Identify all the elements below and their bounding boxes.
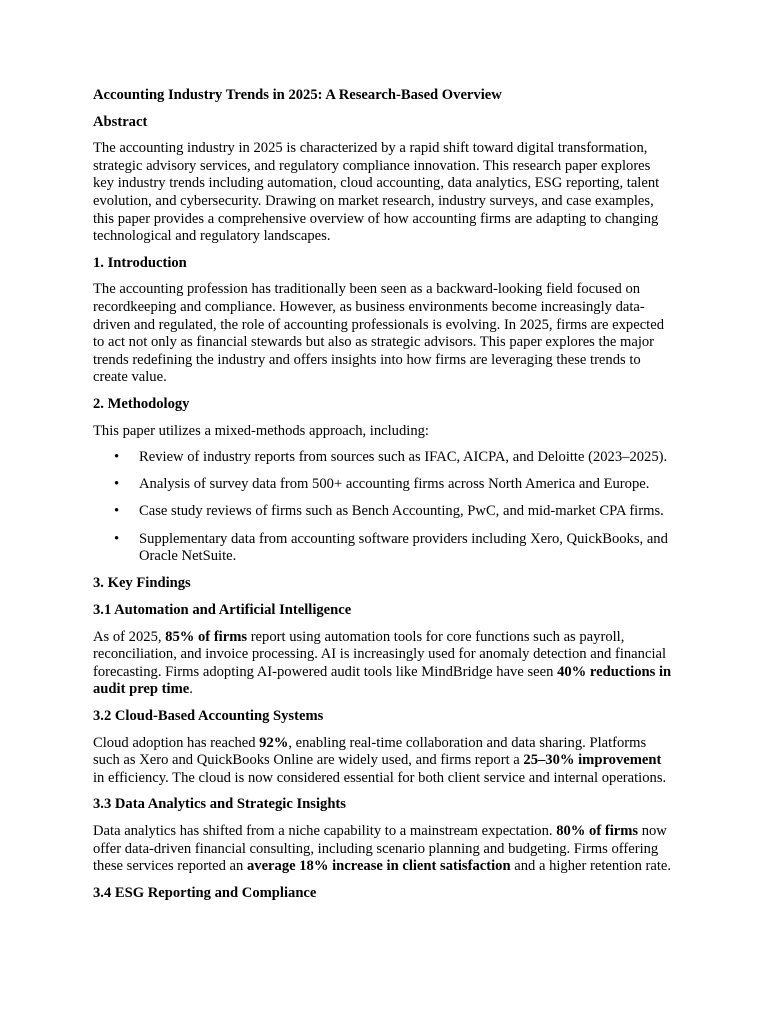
list-item-text: Supplementary data from accounting software providers including Xero, QuickBooks, and Oracle NetSuite. <box>139 530 668 565</box>
text-run: now offer data-driven financial consulting, including scenario planning and budgeting. Firms offering these services reported an <box>93 822 667 875</box>
abstract-heading: Abstract <box>93 113 148 130</box>
text-run: and a higher retention rate. <box>510 858 672 875</box>
text-run: , enabling real-time collaboration and data sharing. Platforms such as Xero and QuickBooks Online are widely used, and firms report a <box>93 734 647 769</box>
text-run: As of 2025, <box>93 628 166 645</box>
text-run: Data analytics has shifted from a niche capability to a mainstream expectation. <box>93 822 557 839</box>
list-item-text: Review of industry reports from sources such as IFAC, AICPA, and Deloitte (2023–2025). <box>139 449 668 466</box>
text-run: . <box>189 681 193 698</box>
key-findings-heading: 3. Key Findings <box>93 575 191 592</box>
analytics-paragraph <box>93 823 673 876</box>
emphasis-stat: 85% of firms <box>165 628 248 645</box>
emphasis-stat: 25–30% improvement <box>523 752 662 769</box>
methodology-heading: 2. Methodology <box>93 395 190 412</box>
emphasis-stat: 40% reductions in audit prep time <box>93 663 672 698</box>
cloud-heading: 3.2 Cloud-Based Accounting Systems <box>93 708 324 724</box>
bullet: • <box>114 449 120 466</box>
methodology-intro: This paper utilizes a mixed-methods approach, including: <box>93 422 429 439</box>
list-item <box>93 503 673 521</box>
automation-heading: 3.1 Automation and Artificial Intelligence <box>93 602 352 619</box>
text-run: in efficiency. The cloud is now considered essential for both client service and internal operations. <box>93 769 667 786</box>
bullet: • <box>114 476 120 493</box>
introduction-paragraph: The accounting profession has traditionally been seen as a backward-looking field focused on recordkeeping and compliance. However, as business environments become increasingly data-driven and regulated, the role of accounting professionals is evolving. In 2025, firms are expected to act not only as financial stewards but also as strategic advisors. This paper explores the major trends redefining the industry and offers insights into how firms are leveraging these trends to create value. <box>93 281 665 386</box>
analytics-heading: 3.3 Data Analytics and Strategic Insights <box>93 796 346 813</box>
list-item <box>93 476 673 494</box>
list-item <box>93 531 673 566</box>
text-run: Cloud adoption has reached <box>93 734 260 751</box>
list-item-text: Case study reviews of firms such as Bench Accounting, PwC, and mid-market CPA firms. <box>139 503 664 520</box>
list-item <box>93 449 673 467</box>
automation-paragraph <box>93 629 673 699</box>
methodology-list <box>93 449 673 566</box>
text-run: report using automation tools for core functions such as payroll, reconciliation, and invoice processing. AI is increasingly used for anomaly detection and financial forecasting. Firms adopting AI-powered audit tools like MindBridge have seen <box>93 628 667 680</box>
esg-heading: 3.4 ESG Reporting and Compliance <box>93 884 317 901</box>
list-item-text: Analysis of survey data from 500+ accounting firms across North America and Europe. <box>139 476 650 493</box>
abstract-paragraph: The accounting industry in 2025 is characterized by a rapid shift toward digital transformation, strategic advisory services, and regulatory compliance innovation. This research paper explores key industry trends including automation, cloud accounting, data analytics, ESG reporting, talent evolution, and cybersecurity. Drawing on market research, industry surveys, and case examples, this paper provides a comprehensive overview of how accounting firms are adapting to changing technological and regulatory landscapes. <box>93 140 660 245</box>
cloud-paragraph <box>93 735 673 788</box>
emphasis-stat: 92% <box>259 734 289 751</box>
emphasis-stat: 80% of firms <box>556 822 639 839</box>
bullet: • <box>114 503 120 520</box>
document-title: Accounting Industry Trends in 2025: A Research-Based Overview <box>93 87 502 103</box>
document-body <box>93 87 673 902</box>
introduction-heading: 1. Introduction <box>93 254 187 271</box>
bullet: • <box>114 530 120 547</box>
emphasis-stat: average 18% increase in client satisfaction <box>246 858 511 875</box>
